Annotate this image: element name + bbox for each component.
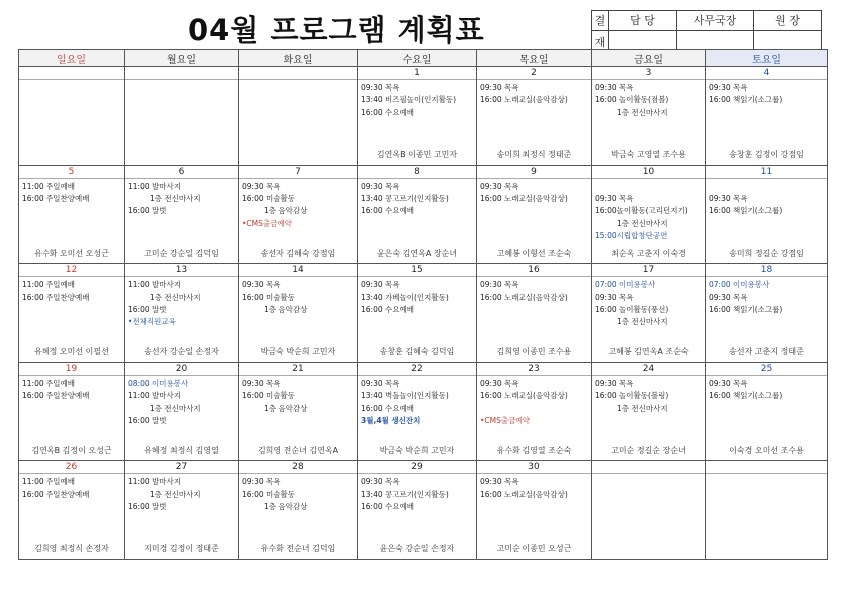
calendar-day-cell (592, 461, 706, 560)
day-cell-content (125, 363, 238, 459)
schedule-entry: 11:00 발마사지 (128, 181, 181, 191)
approval-side-bottom: 재 (592, 31, 609, 54)
day-cell-content (19, 67, 124, 163)
schedule-entry: 09:30 목욕 (709, 292, 748, 302)
day-cell-content (239, 264, 357, 360)
staff-assignees: 송선자 김혜숙 강점임 (260, 248, 336, 258)
schedule-entries (239, 179, 357, 231)
schedule-entry: 1층 전신마사지 (617, 218, 668, 228)
day-cell-content (358, 264, 476, 360)
day-cell-content (477, 166, 591, 262)
schedule-entry: 16:00 말벗 (128, 206, 167, 216)
schedule-entry: 09:30 목욕 (595, 378, 634, 388)
day-cell-content (239, 461, 357, 557)
schedule-entry: 09:30 목욕 (709, 194, 748, 203)
schedule-entry: 1층 전신마사지 (150, 489, 201, 499)
schedule-entry: 09:30 목욕 (361, 181, 400, 191)
schedule-entry: 09:30 목욕 (595, 292, 634, 302)
day-cell-content (19, 461, 124, 557)
schedule-entries (19, 277, 124, 304)
schedule-entry: 16:00 책읽기(소그룹) (709, 95, 783, 105)
schedule-entry: 16:00 놀이활동(풍선) (595, 305, 669, 314)
day-number: 3 (592, 67, 705, 80)
schedule-entry: 16:00 책읽기(소그룹) (709, 391, 783, 401)
calendar-day-cell (592, 362, 706, 461)
schedule-entry: 08:00 이미용봉사 (128, 378, 189, 388)
staff-assignees: 지미경 김정이 정태준 (144, 544, 219, 554)
day-number: 27 (125, 461, 238, 474)
calendar-day-cell (358, 165, 477, 264)
schedule-entries (125, 179, 238, 218)
calendar-day-cell (19, 362, 125, 461)
schedule-entries (358, 277, 476, 316)
calendar-day-cell (125, 362, 239, 461)
day-number (125, 67, 238, 80)
schedule-entry: 09:30 목욕 (361, 83, 400, 92)
staff-assignees: 송창훈 김혜숙 김덕임 (379, 347, 455, 357)
schedule-entry: 16:00 책읽기(소그룹) (709, 305, 783, 314)
weekday-header-row (19, 50, 828, 67)
schedule-entry: 13:40 가베놀이(인지활동) (361, 292, 449, 302)
staff-assignees: 고미순 이종민 오성근 (496, 544, 572, 554)
staff-assignees: 고혜봉 이형선 조순숙 (496, 248, 572, 258)
schedule-entry: 1층 전신마사지 (617, 317, 668, 327)
staff-assignees: 유수화 전순녀 김덕임 (260, 544, 336, 554)
calendar-day-cell (239, 264, 358, 363)
day-cell-content (477, 461, 591, 557)
schedule-entry: 16:00 수요예배 (361, 107, 414, 117)
schedule-entry: 09:30 목욕 (480, 477, 519, 487)
schedule-entry: 16:00 주일찬양예배 (22, 391, 90, 401)
schedule-entries (239, 474, 357, 513)
schedule-entry: •전체직원교육 (128, 317, 176, 327)
schedule-entries (477, 376, 591, 428)
calendar-day-cell (125, 264, 239, 363)
day-cell-content (592, 363, 705, 459)
day-cell-content (706, 67, 827, 163)
staff-assignees: 박금숙 박순희 고민자 (379, 445, 455, 455)
schedule-entries (706, 277, 827, 316)
day-number (706, 461, 827, 474)
schedule-entry (480, 403, 589, 415)
calendar-day-cell (358, 362, 477, 461)
calendar-day-cell (592, 67, 706, 166)
schedule-entry: 1층 전신마사지 (617, 107, 668, 117)
calendar-day-cell (358, 461, 477, 560)
day-number: 30 (477, 461, 591, 474)
staff-assignees: 김희영 이종민 조수용 (496, 347, 572, 357)
schedule-entry: 16:00놀이활동(고리던지기) (595, 206, 688, 216)
calendar-day-cell (19, 264, 125, 363)
approval-header-manager: 담 당 (609, 11, 677, 31)
schedule-entries (239, 277, 357, 316)
schedule-entry: •CMS출금예약 (242, 218, 292, 228)
schedule-entry: 09:30 목욕 (595, 194, 634, 203)
approval-box (591, 10, 822, 54)
day-cell-content (239, 67, 357, 163)
staff-assignees: 윤은숙 김연옥A 장순녀 (376, 248, 458, 258)
schedule-entry: 16:00 미술활동 (242, 391, 295, 401)
schedule-entry: 16:00 주일찬양예배 (22, 194, 90, 203)
schedule-entry: 1층 음악감상 (264, 305, 308, 314)
schedule-entries (592, 376, 705, 415)
schedule-entry: 13:40 콩고르기(인지활동) (361, 194, 449, 203)
calendar-day-cell (358, 67, 477, 166)
day-number: 21 (239, 363, 357, 376)
schedule-entries (125, 474, 238, 513)
day-cell-content (592, 67, 705, 163)
schedule-entry: 1층 전신마사지 (150, 194, 201, 203)
calendar-day-cell (19, 67, 125, 166)
staff-assignees: 송미희 최정식 정태준 (496, 150, 572, 159)
staff-assignees: 이숙경 오미선 조수용 (729, 445, 804, 455)
calendar-table (18, 49, 828, 560)
schedule-entry: 09:30 목욕 (361, 477, 400, 487)
day-cell-content (592, 166, 705, 262)
schedule-entry: 16:00 책읽기(소그룹) (709, 206, 783, 216)
day-cell-content (592, 264, 705, 360)
day-number: 18 (706, 264, 827, 277)
staff-assignees: 송선자 강순일 손정자 (144, 347, 219, 357)
schedule-entry: 09:30 목욕 (709, 378, 748, 388)
schedule-entry: 16:00 미술활동 (242, 194, 295, 203)
calendar-week-row (19, 67, 828, 166)
calendar-day-cell (477, 165, 592, 264)
calendar-day-cell (706, 461, 828, 560)
calendar-day-cell (592, 264, 706, 363)
staff-assignees: 유혜정 오미선 이필선 (34, 347, 109, 357)
schedule-entry: 1층 전신마사지 (150, 292, 201, 302)
day-cell-content (477, 67, 591, 163)
schedule-entries (125, 376, 238, 428)
schedule-entry (709, 181, 825, 193)
schedule-entries (358, 179, 476, 218)
day-cell-content (239, 166, 357, 262)
page-title: 04월 프로그램 계획표 (188, 13, 485, 47)
schedule-entry: 16:00 노래교실(음악감상) (480, 194, 568, 203)
staff-assignees: 유혜정 최정식 김영열 (144, 445, 219, 455)
schedule-entry: 1층 음악감상 (264, 206, 308, 216)
calendar-day-cell (706, 67, 828, 166)
schedule-entries (706, 474, 827, 476)
calendar-day-cell (477, 362, 592, 461)
schedule-entry: 16:00 주일찬양예배 (22, 292, 90, 302)
day-number: 8 (358, 166, 476, 179)
schedule-entry: 09:30 목욕 (480, 83, 519, 92)
schedule-entries (19, 376, 124, 403)
day-number: 26 (19, 461, 124, 474)
schedule-entries (125, 277, 238, 329)
schedule-entry: 13:40 콩고르기(인지활동) (361, 489, 449, 499)
calendar-day-cell (125, 165, 239, 264)
schedule-entries (19, 474, 124, 501)
schedule-entry: 11:00 주일예배 (22, 280, 75, 290)
day-cell-content (125, 264, 238, 360)
schedule-entry: 11:00 발마사지 (128, 280, 181, 290)
schedule-entry: 09:30 목욕 (242, 280, 281, 290)
weekday-header-sunday: 일요일 (19, 50, 125, 67)
schedule-entries (706, 80, 827, 107)
schedule-entries (477, 474, 591, 501)
schedule-entries (706, 376, 827, 403)
staff-assignees: 송선자 고춘지 정태준 (729, 347, 804, 357)
calendar-week-row (19, 165, 828, 264)
schedule-entries (19, 80, 124, 82)
schedule-entry: 16:00 미술활동 (242, 292, 295, 302)
staff-assignees: 박금숙 박순희 고민자 (260, 347, 336, 357)
staff-assignees: 고혜봉 김연옥A 조순숙 (608, 347, 689, 357)
schedule-entry: 09:30 목욕 (480, 280, 519, 290)
schedule-entry: 16:00 수요예배 (361, 403, 414, 413)
calendar-day-cell (706, 362, 828, 461)
schedule-entry: 11:00 주일예배 (22, 378, 75, 388)
day-cell-content (477, 363, 591, 459)
schedule-entries (477, 80, 591, 107)
day-cell-content (19, 166, 124, 262)
schedule-entries (19, 179, 124, 206)
day-number: 7 (239, 166, 357, 179)
schedule-entries (239, 376, 357, 415)
day-cell-content (706, 264, 827, 360)
day-cell-content (19, 264, 124, 360)
day-number: 9 (477, 166, 591, 179)
calendar-week-row (19, 461, 828, 560)
day-number: 23 (477, 363, 591, 376)
approval-header-secretary: 사무국장 (677, 11, 754, 31)
schedule-entry: 09:30 목욕 (242, 378, 281, 388)
schedule-entry: 16:00 노래교실(음악감상) (480, 391, 568, 401)
schedule-entry: 16:00 수요예배 (361, 502, 414, 512)
day-number: 4 (706, 67, 827, 80)
schedule-entry: 13:40 비즈필놀이(인지활동) (361, 95, 457, 105)
schedule-entry: 09:30 목욕 (480, 181, 519, 191)
day-number (239, 67, 357, 80)
day-cell-content (239, 363, 357, 459)
calendar-day-cell (125, 67, 239, 166)
schedule-entry: 11:00 발마사지 (128, 391, 181, 401)
day-number: 12 (19, 264, 124, 277)
day-number: 2 (477, 67, 591, 80)
calendar-day-cell (477, 461, 592, 560)
day-number: 28 (239, 461, 357, 474)
approval-side-top: 결 (592, 11, 609, 31)
day-number (19, 67, 124, 80)
schedule-entry: 11:00 주일예배 (22, 477, 75, 487)
staff-assignees: 윤은숙 강순일 손정자 (379, 544, 455, 554)
day-cell-content (706, 166, 827, 262)
schedule-entry: 16:00 말벗 (128, 305, 167, 314)
weekday-header-friday: 금요일 (592, 50, 706, 67)
schedule-entry: 1층 전신마사지 (617, 403, 668, 413)
day-cell-content (125, 67, 238, 163)
staff-assignees: 김연옥B 김정이 오성근 (31, 445, 112, 455)
day-number: 17 (592, 264, 705, 277)
staff-assignees: 유수화 오미선 오성근 (34, 248, 109, 258)
day-number: 10 (592, 166, 705, 179)
schedule-entry: 16:00 노래교실(음악감상) (480, 489, 568, 499)
day-cell-content (477, 264, 591, 360)
schedule-entry: 09:30 목욕 (480, 378, 519, 388)
schedule-entry: •CMS출금예약 (480, 416, 530, 425)
schedule-entry: 16:00 수요예배 (361, 305, 414, 314)
schedule-entry: 11:00 발마사지 (128, 477, 181, 487)
calendar-day-cell (19, 165, 125, 264)
schedule-entries (592, 80, 705, 119)
day-cell-content (358, 166, 476, 262)
schedule-entries (592, 474, 705, 476)
day-number: 11 (706, 166, 827, 179)
calendar-day-cell (477, 264, 592, 363)
schedule-entries (477, 277, 591, 304)
schedule-entries (592, 277, 705, 329)
schedule-entry: 3월,4월 생신잔치 (361, 416, 421, 425)
day-number (592, 461, 705, 474)
calendar-day-cell (706, 264, 828, 363)
schedule-entry: 09:30 목욕 (242, 477, 281, 487)
day-number: 19 (19, 363, 124, 376)
schedule-entry (595, 181, 703, 193)
day-number: 20 (125, 363, 238, 376)
schedule-entry: 09:30 목욕 (595, 83, 634, 92)
schedule-entries (125, 80, 238, 82)
schedule-entry: 1층 음악감상 (264, 403, 308, 413)
calendar-day-cell (358, 264, 477, 363)
schedule-entry: 16:00 노래교실(음악감상) (480, 95, 568, 105)
calendar-day-cell (239, 67, 358, 166)
schedule-entry: 16:00 말벗 (128, 416, 167, 425)
schedule-entry: 1층 음악감상 (264, 502, 308, 512)
approval-header-director: 원 장 (754, 11, 822, 31)
schedule-entry: 16:00 노래교실(음악감상) (480, 292, 568, 302)
schedule-entry: 09:30 목욕 (361, 280, 400, 290)
schedule-entry: 09:30 목욕 (242, 181, 281, 191)
staff-assignees: 박금숙 고영열 조수용 (611, 150, 686, 159)
schedule-entries (358, 376, 476, 428)
schedule-entry: 11:00 주일예배 (22, 181, 75, 191)
day-number: 24 (592, 363, 705, 376)
schedule-entry: 16:00 놀이활동(점볼) (595, 95, 669, 105)
calendar-day-cell (239, 461, 358, 560)
day-cell-content (706, 363, 827, 459)
weekday-header-monday: 월요일 (125, 50, 239, 67)
weekday-header-saturday: 토요일 (706, 50, 828, 67)
weekday-header-tuesday: 화요일 (239, 50, 358, 67)
day-cell-content (358, 67, 476, 163)
day-number: 15 (358, 264, 476, 277)
calendar-day-cell (125, 461, 239, 560)
day-number: 25 (706, 363, 827, 376)
calendar-day-cell (239, 165, 358, 264)
day-cell-content (592, 461, 705, 557)
staff-assignees: 김희영 전순녀 김연옥A (257, 445, 339, 455)
day-cell-content (358, 461, 476, 557)
day-number: 13 (125, 264, 238, 277)
schedule-entry: 13:40 벽돌놀이(인지활동) (361, 391, 449, 401)
day-number: 5 (19, 166, 124, 179)
schedule-entry: 16:00 미술활동 (242, 489, 295, 499)
schedule-entry: 15:00시립합창단공연 (595, 231, 668, 241)
schedule-entry: 16:00 주일찬양예배 (22, 489, 90, 499)
day-cell-content (125, 461, 238, 557)
day-number: 14 (239, 264, 357, 277)
schedule-entries (477, 179, 591, 206)
schedule-entry: 09:30 목욕 (361, 378, 400, 388)
day-number: 16 (477, 264, 591, 277)
schedule-entry: 16:00 말벗 (128, 502, 167, 512)
day-cell-content (19, 363, 124, 459)
schedule-entries (239, 80, 357, 82)
calendar-day-cell (239, 362, 358, 461)
schedule-entry: 16:00 놀이활동(볼링) (595, 391, 669, 401)
staff-assignees: 고미순 정길순 장순녀 (611, 445, 686, 455)
staff-assignees: 김희영 최정식 손정자 (34, 544, 109, 554)
staff-assignees: 최순옥 고춘지 이숙경 (611, 248, 686, 258)
staff-assignees: 김연옥B 이종민 고민자 (376, 150, 458, 159)
schedule-entries (592, 179, 705, 243)
schedule-entries (358, 80, 476, 119)
calendar-day-cell (477, 67, 592, 166)
staff-assignees: 송창훈 김정이 강점임 (729, 150, 804, 159)
calendar-week-row (19, 362, 828, 461)
staff-assignees: 고미순 강순일 김덕임 (144, 248, 219, 258)
weekday-header-wednesday: 수요일 (358, 50, 477, 67)
staff-assignees: 유수화 김영열 조순숙 (496, 445, 572, 455)
schedule-entry: 1층 전신마사지 (150, 403, 201, 413)
calendar-day-cell (592, 165, 706, 264)
staff-assignees: 송미희 정길순 강점임 (729, 248, 804, 258)
calendar-day-cell (19, 461, 125, 560)
calendar-day-cell (706, 165, 828, 264)
schedule-entry: 07:00 이미용봉사 (595, 280, 656, 290)
schedule-entries (706, 179, 827, 218)
schedule-entry: 16:00 수요예배 (361, 206, 414, 216)
day-cell-content (358, 363, 476, 459)
day-number: 22 (358, 363, 476, 376)
day-cell-content (125, 166, 238, 262)
day-number: 6 (125, 166, 238, 179)
day-cell-content (706, 461, 827, 557)
schedule-entry: 09:30 목욕 (709, 83, 748, 92)
day-number: 1 (358, 67, 476, 80)
day-number: 29 (358, 461, 476, 474)
schedule-entry: 07:00 이미용봉사 (709, 280, 770, 290)
weekday-header-thursday: 목요일 (477, 50, 592, 67)
schedule-entries (358, 474, 476, 513)
calendar-week-row (19, 264, 828, 363)
